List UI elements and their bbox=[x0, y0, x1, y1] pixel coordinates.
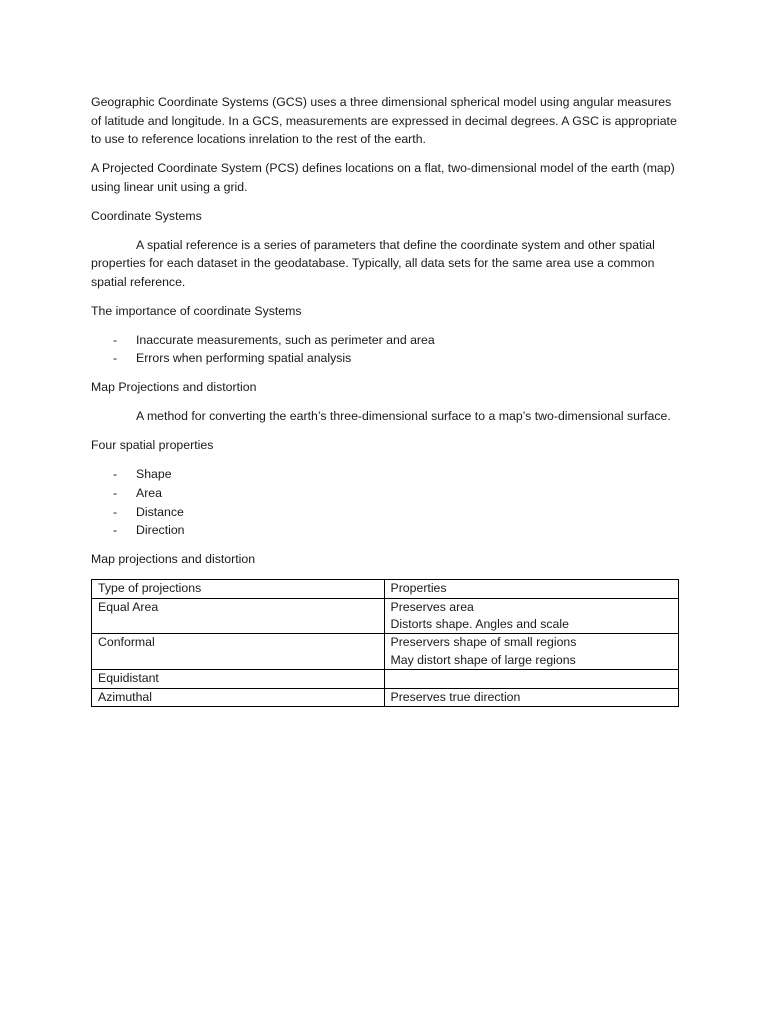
projection-properties-cell bbox=[384, 688, 679, 706]
four-properties-heading: Four spatial properties bbox=[91, 438, 214, 453]
coordinate-systems-heading: Coordinate Systems bbox=[91, 208, 202, 223]
projection-type-cell: Equidistant bbox=[92, 670, 385, 688]
spatial-properties-list bbox=[91, 465, 681, 539]
dash-bullet: - bbox=[113, 332, 118, 347]
list-item bbox=[91, 331, 681, 350]
table-row bbox=[92, 598, 679, 634]
list-item bbox=[91, 484, 681, 503]
dash-bullet: - bbox=[113, 467, 118, 482]
dash-bullet: - bbox=[113, 351, 118, 366]
projection-type-cell: Equal Area bbox=[92, 598, 385, 634]
list-item-text: Errors when performing spatial analysis bbox=[136, 351, 352, 366]
list-item bbox=[91, 349, 681, 368]
importance-list bbox=[91, 331, 681, 368]
method-paragraph: A method for converting the earth’s three-dimensional surface to a map’s two-dimensional surface. bbox=[136, 409, 671, 424]
list-item-text: Distance bbox=[136, 504, 184, 519]
list-item-text: Area bbox=[136, 486, 162, 501]
dash-bullet: - bbox=[113, 504, 118, 519]
importance-heading: The importance of coordinate Systems bbox=[91, 303, 302, 318]
table-row bbox=[92, 688, 679, 706]
table-header-cell: Properties bbox=[384, 580, 679, 598]
table-header-cell: Type of projections bbox=[92, 580, 385, 598]
dash-bullet: - bbox=[113, 523, 118, 538]
table-header-row bbox=[92, 580, 679, 598]
property-line: Preservers shape of small regions bbox=[390, 635, 577, 650]
pcs-paragraph: A Projected Coordinate System (PCS) defines locations on a flat, two-dimensional model of the earth (map) using linear unit using a grid. bbox=[91, 161, 675, 194]
property-line: Preserves true direction bbox=[390, 689, 521, 704]
projection-type-cell: Conformal bbox=[92, 634, 385, 670]
projection-properties-cell bbox=[384, 598, 679, 634]
list-item-text: Direction bbox=[136, 523, 185, 538]
list-item bbox=[91, 521, 681, 540]
projection-properties-cell bbox=[384, 634, 679, 670]
table-row bbox=[92, 634, 679, 670]
list-item-text: Shape bbox=[136, 467, 172, 482]
map-projections-heading: Map Projections and distortion bbox=[91, 380, 257, 395]
property-line: Distorts shape. Angles and scale bbox=[390, 616, 569, 631]
projection-properties-cell bbox=[384, 670, 679, 688]
list-item bbox=[91, 465, 681, 484]
list-item-text: Inaccurate measurements, such as perimeter and area bbox=[136, 332, 435, 347]
property-line: Preserves area bbox=[390, 599, 474, 614]
document-page bbox=[91, 93, 681, 707]
table-heading: Map projections and distortion bbox=[91, 552, 256, 567]
spatial-reference-paragraph: A spatial reference is a series of parameters that define the coordinate system and other spatial properties for each dataset in the geodatabase. Typically, all data sets for the same area use a common spatial reference. bbox=[91, 237, 655, 289]
property-line: May distort shape of large regions bbox=[390, 652, 576, 667]
list-item bbox=[91, 503, 681, 522]
projection-type-cell: Azimuthal bbox=[92, 688, 385, 706]
table-row bbox=[92, 670, 679, 688]
dash-bullet: - bbox=[113, 486, 118, 501]
projections-table bbox=[91, 579, 679, 707]
gcs-paragraph: Geographic Coordinate Systems (GCS) uses a three dimensional spherical model using angular measures of latitude and longitude. In a GCS, measurements are expressed in decimal degrees. A GSC is appropriate to use to reference locations inrelation to the rest of the earth. bbox=[91, 95, 677, 147]
